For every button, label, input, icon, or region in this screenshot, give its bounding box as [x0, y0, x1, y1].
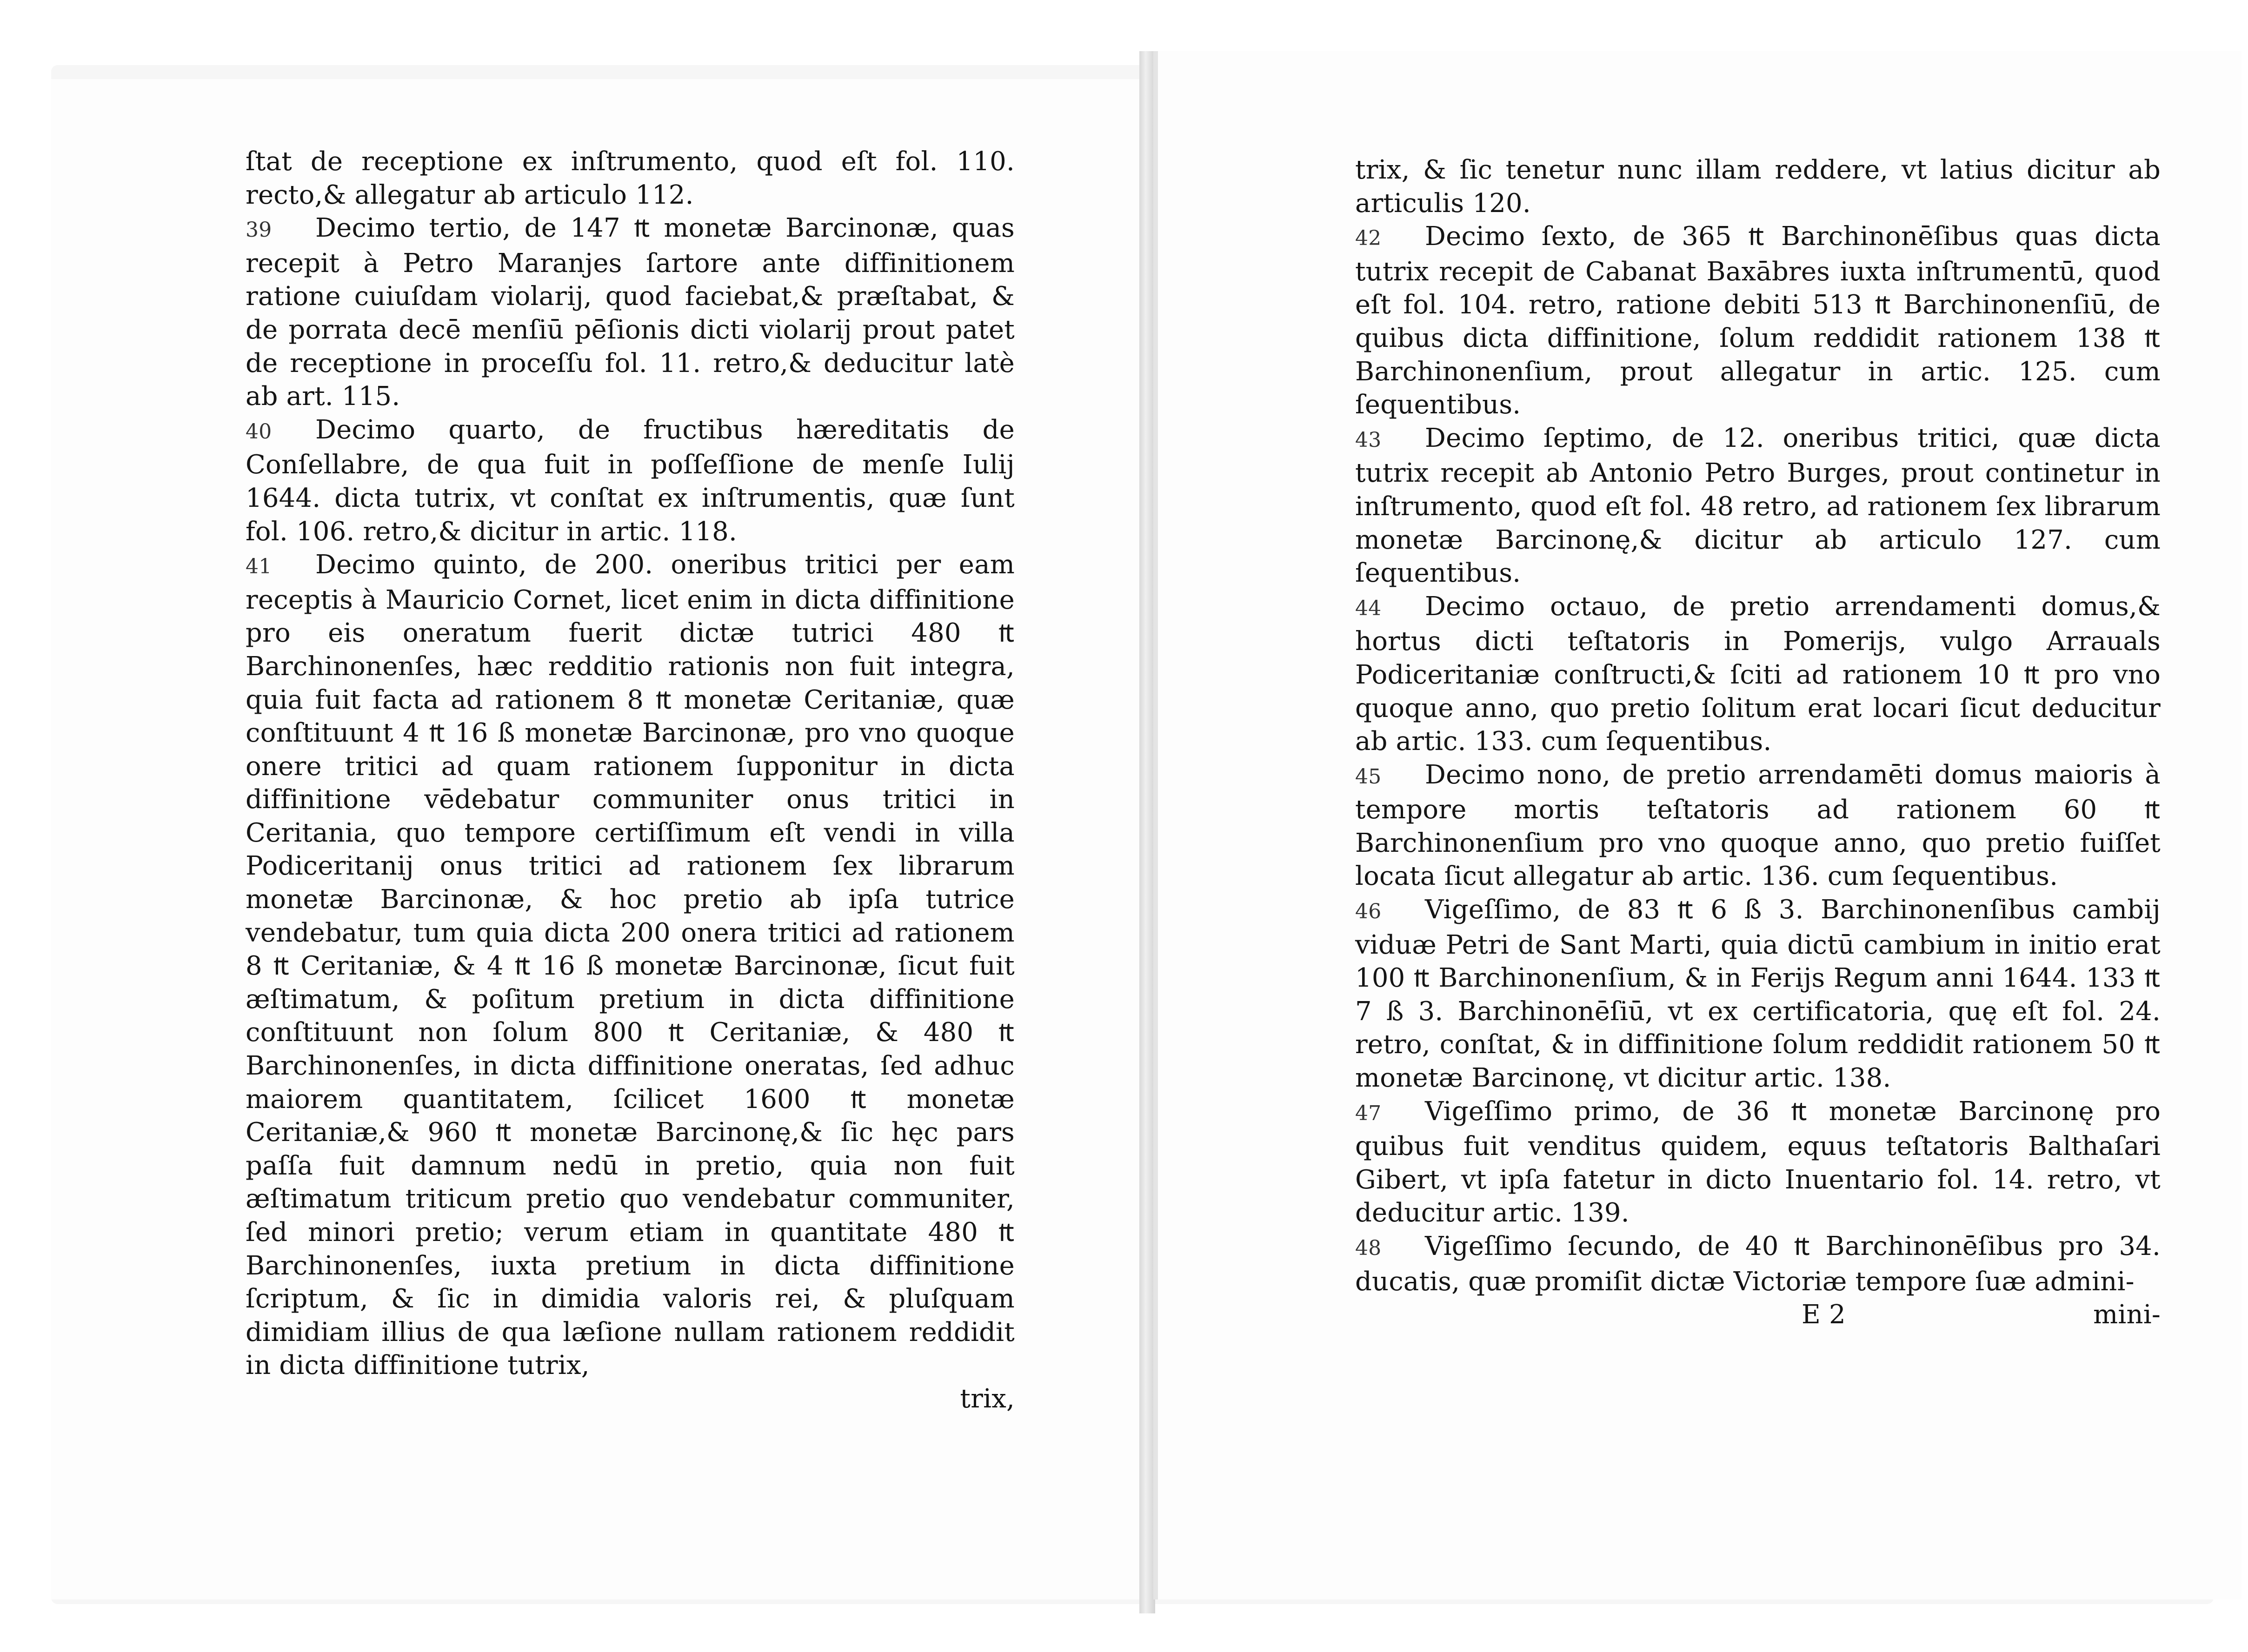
paragraph-number: 44	[1355, 596, 1382, 620]
paragraph-number: 39	[246, 218, 272, 242]
paragraph	[1355, 422, 2161, 590]
paragraph	[1355, 893, 2161, 1095]
paragraph-number: 45	[1355, 764, 1382, 789]
right-page-text	[1355, 153, 2161, 1335]
page-footer	[1355, 1298, 2161, 1335]
paragraph	[1355, 153, 2161, 220]
paragraph-number: 46	[1355, 900, 1382, 924]
left-page	[51, 79, 1149, 1599]
paragraph	[1355, 220, 2161, 422]
paragraph	[1355, 758, 2161, 893]
paragraph-number: 43	[1355, 428, 1382, 452]
paragraph	[1355, 590, 2161, 758]
paragraph	[246, 145, 1015, 212]
paragraph-text: ſtat de receptione ex inſtrumento, quod eſt fol. 110. recto,& allegatur ab articulo 112.	[246, 146, 1015, 210]
left-page-text	[246, 145, 1015, 1416]
paragraph-text: Vigeſſimo ſecundo, de 40 ₶ Barchinonēſibus pro 34. ducatis, quæ promiſit dictæ Victoriæ tempore ſuæ admini-	[1355, 1231, 2161, 1297]
paragraph-text: Decimo tertio, de 147 ₶ monetæ Barcinonæ, quas recepit à Petro Maranjes ſartore ante diffinitionem ratione cuiuſdam violarij, quod faciebat,& præſtabat, & de porrata decē menſiū pēſionis dicti violarij prout patet de receptione in proceſſu fol. 11. retro,& deducitur latè ab art. 115.	[246, 213, 1015, 412]
paragraph-text: Decimo nono, de pretio arrendamēti domus maioris à tempore mortis teſtatoris ad rationem 60 ₶ Barchinonenſium pro vno quoque anno, quo pretio fuiſſet locata ſicut allegatur ab artic. 136. cum ſequentibus.	[1355, 759, 2161, 892]
paragraph-number: 41	[246, 555, 272, 579]
paragraph	[246, 413, 1015, 548]
paragraph-text: Vigeſſimo primo, de 36 ₶ monetæ Barcinonę pro quibus fuit venditus quidem, equus teſtatoris Balthaſari Gibert, vt ipſa fatetur in dicto Inuentario fol. 14. retro, vt deducitur artic. 139.	[1355, 1096, 2161, 1228]
paragraph	[246, 212, 1015, 413]
paragraph-text: Decimo ſexto, de 365 ₶ Barchinonēſibus quas dicta tutrix recepit de Cabanat Baxābres iuxta inſtrumentū, quod eſt fol. 104. retro, ratione debiti 513 ₶ Barchinonenſiū, de quibus dicta diffinitione, ſolum reddidit rationem 138 ₶ Barchinonenſium, prout allegatur in artic. 125. cum ſequentibus.	[1355, 221, 2161, 420]
catchword: mini-	[2093, 1300, 2161, 1330]
paragraph-text: Decimo quarto, de fructibus hæreditatis de Conſellabre, de qua fuit in poſſeſſione de menſe Iulij 1644. dicta tutrix, vt conſtat ex inſtrumentis, quæ ſunt fol. 106. retro,& dicitur in artic. 118.	[246, 414, 1015, 547]
paragraph-number: 48	[1355, 1236, 1382, 1260]
paragraph-text: trix, & ſic tenetur nunc illam reddere, vt latius dicitur ab articulis 120.	[1355, 155, 2161, 219]
paragraph-number: 40	[246, 419, 272, 444]
paragraph-text: Decimo quinto, de 200. oneribus tritici per eam receptis à Mauricio Cornet, licet enim in dicta diffinitione pro eis oneratum fuerit dictæ tutrici 480 ₶ Barchinonenſes, hæc redditio rationis non fuit integra, quia fuit facta ad rationem 8 ₶ monetæ Ceritaniæ, quæ conſtituunt 4 ₶ 16 ß monetæ Barcinonæ, pro vno quoque onere tritici ad quam rationem ſupponitur in dicta diffinitione vēdebatur communiter onus tritici in Ceritania, quo tempore certiſſimum eſt vendi in villa Podiceritanij onus tritici ad rationem ſex librarum monetæ Barcinonæ, & hoc pretio ab ipſa tutrice vendebatur, tum quia dicta 200 onera tritici ad rationem 8 ₶ Ceritaniæ, & 4 ₶ 16 ß monetæ Barcinonæ, ſicut fuit æſtimatum, & poſitum pretium in dicta diffinitione conſtituunt non ſolum 800 ₶ Ceritaniæ, & 480 ₶ Barchinonenſes, in dicta diffinitione oneratas, ſed adhuc maiorem quantitatem, ſcilicet 1600 ₶ monetæ Ceritaniæ,& 960 ₶ monetæ Barcinonę,& ſic hęc pars paſſa fuit damnum nedū in pretio, quia non fuit æſtimatum triticum pretio quo vendebatur communiter, ſed minori pretio; verum etiam in quantitate 480 ₶ Barchinonenſes, iuxta pretium in dicta diffinitione ſcriptum, & ſic in dimidia valoris rei, & pluſquam dimidiam illius de qua læſione nullam rationem reddidit in dicta diffinitione tutrix,	[246, 550, 1015, 1381]
paragraph	[1355, 1230, 2161, 1298]
paragraph-number: 42	[1355, 226, 1382, 251]
right-page	[1153, 51, 2241, 1599]
paragraph-number: 47	[1355, 1101, 1382, 1125]
catchword: trix,	[960, 1383, 1015, 1414]
signature-mark: E 2	[1802, 1300, 1846, 1330]
paragraph-text: Vigeſſimo, de 83 ₶ 6 ß 3. Barchinonenſibus cambij viduæ Petri de Sant Marti, quia dictū cambium in initio erat 100 ₶ Barchinonenſium, & in Ferijs Regum anni 1644. 133 ₶ 7 ß 3. Barchinonēſiū, vt ex certificatoria, quę eſt fol. 24. retro, conſtat, & in diffinitione ſolum reddidit rationem 50 ₶ monetæ Barcinonę, vt dicitur artic. 138.	[1355, 895, 2161, 1094]
paragraph	[1355, 1095, 2161, 1230]
paragraph-text: Decimo octauo, de pretio arrendamenti domus,& hortus dicti teſtatoris in Pomerijs, vulgo Arrauals Podiceritaniæ conſtructi,& ſciti ad rationem 10 ₶ pro vno quoque anno, quo pretio ſolitum erat locari ſicut deducitur ab artic. 133. cum ſequentibus.	[1355, 591, 2161, 757]
paragraph	[246, 548, 1015, 1382]
book-gutter	[1139, 51, 1155, 1613]
paragraph-text: Decimo ſeptimo, de 12. oneribus tritici, quæ dicta tutrix recepit ab Antonio Petro Burges, prout continetur in inſtrumento, quod eſt fol. 48 retro, ad rationem ſex librarum monetæ Barcinonę,& dicitur ab articulo 127. cum ſequentibus.	[1355, 423, 2161, 589]
